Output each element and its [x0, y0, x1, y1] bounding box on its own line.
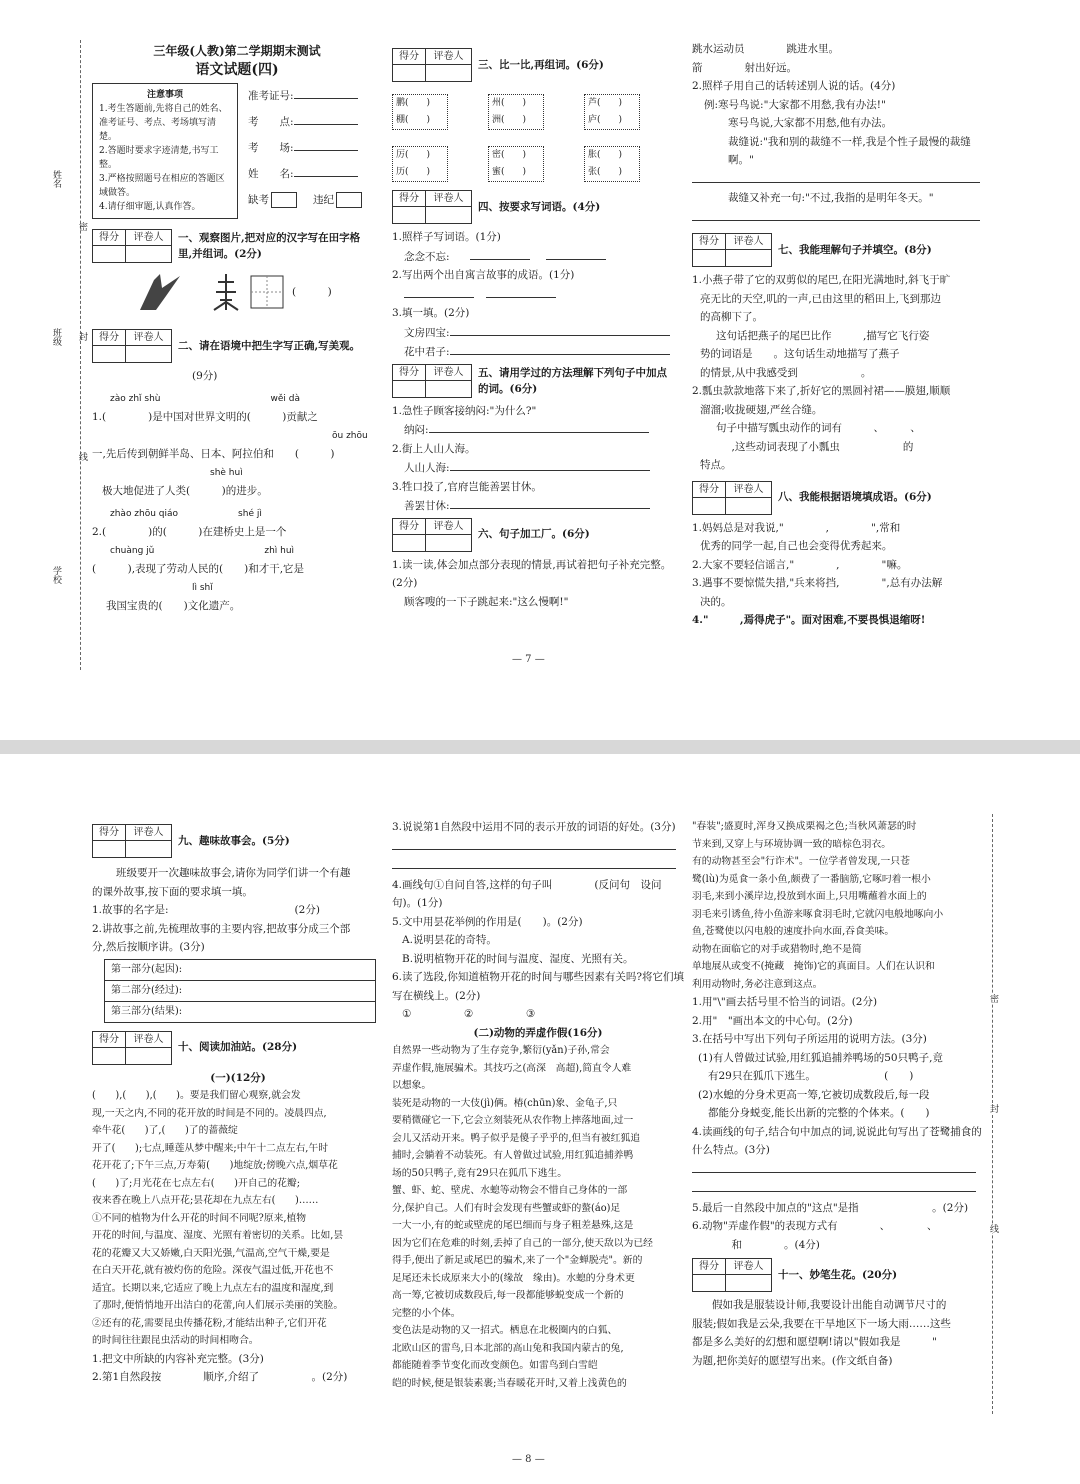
passage-2-continued [692, 818, 984, 993]
passage-line: 适宜。长期以来,它适应了晚上九点左右的温度和湿度,到 [92, 1282, 334, 1294]
q2-line: 我国宝贵的( )文化遗产。 [106, 600, 241, 612]
passage-line: 一大一小,有的蛇或壁虎的尾巴细而与身子粗差悬殊,这是 [392, 1220, 634, 1231]
s8-line: 3.遇事不要惊慌失措,"兵来将挡, ",总有办法解 [692, 577, 943, 589]
s10-question: 6.动物"弄虚作假"的表现方式有 、 、 [692, 1220, 938, 1232]
c3-line: 2.照样子用自己的话转述别人说的话。(4分) [692, 80, 896, 92]
q4-line: 文房四宝: [404, 326, 450, 339]
s9-line: 分,然后按顺序讲。(3分) [92, 941, 205, 953]
s10-question: 3.在括号中写出下列句子所运用的说明方法。(3分) [692, 1033, 927, 1045]
score-box: 得分 评卷人 [392, 364, 472, 398]
section-11-title: 十一、妙笔生花。(20分) [778, 1268, 898, 1281]
kc-field[interactable] [294, 138, 358, 151]
c3-line: 例:寒号鸟说:"大家都不用愁,我有办法!" [704, 98, 886, 111]
kd-label: 考 点: [248, 116, 294, 128]
passage-line: 开花的时间,与温度、湿度、光照有着密切的关系。比如,昙 [92, 1230, 344, 1241]
q4-line: 花中君子: [404, 346, 450, 358]
answer-blank[interactable] [450, 458, 650, 471]
s8-line: 4." ,焉得虎子"。面对困难,不要畏惧退缩呀! [692, 614, 926, 626]
score-box: 得分 评卷人 [92, 229, 172, 263]
pinyin: zhì huì [264, 545, 295, 556]
page7-column-2 [392, 44, 682, 611]
wj-box[interactable] [336, 192, 362, 208]
story-part-row[interactable]: 第一部分(起因): [105, 960, 375, 981]
compare-box[interactable]: 芦( ) 庐( ) [584, 94, 640, 130]
passage-line: 节来到,又穿上与环境协调一致的暗棕色羽衣。 [692, 838, 892, 850]
s11-line: 为题,把你美好的愿望写出来。(作文纸自备) [692, 1354, 893, 1367]
score-box: 得分 评卷人 [92, 824, 172, 858]
answer-blank[interactable] [450, 342, 670, 355]
c3-line: 裁缝又补充一句:"不过,我指的是明年冬天。" [728, 192, 934, 204]
margin-xian-label: 线 [988, 1224, 998, 1233]
q4-line: 1.照样子写词语。(1分) [392, 231, 501, 243]
s10-question: 3.说说第1自然段中运用不同的表示开放的词语的好处。(3分) [392, 821, 676, 833]
margin-school-label: 学校 [51, 566, 61, 584]
s9-line: 的课外故事,按下面的要求填一填。 [92, 885, 253, 898]
passage-line: 以想象。 [392, 1080, 432, 1091]
passage-line: 鹭(lù)为觅食一条小鱼,颇费了一番脑筋,它啄叼着一根小 [692, 873, 931, 885]
q2-line: 极大地促进了人类( )的进步。 [102, 485, 268, 497]
zkz-label: 准考证号: [248, 90, 294, 102]
picture-row [136, 267, 382, 317]
score-box: 得分 评卷人 [392, 518, 472, 552]
s9-line: 1.故事的名字是: (2分) [92, 904, 320, 916]
passage-line: 分,保护自己。人们有时会发现有些蟹或虾的螯(áo)足 [392, 1202, 621, 1214]
passage-line: 现,一天之内,不同的花开放的时间是不同的。凌晨四点, [92, 1107, 327, 1119]
answer-blank[interactable] [546, 247, 606, 260]
s7-line: 亮无比的天空,叽的一声,已由这里的稻田上,飞到那边 [700, 292, 942, 305]
kd-field[interactable] [294, 112, 358, 125]
word-paren: ( ) [292, 285, 332, 298]
passage-line: 得手,便出了新足或尾巴的骗术,来了一个"金蝉脱壳"。新的 [392, 1255, 643, 1266]
margin-mi-label: 密 [77, 222, 87, 231]
s10-option: A.说明昙花的奇特。 [402, 934, 497, 946]
margin-name-label: 姓名 [51, 170, 61, 188]
qk-box[interactable] [271, 192, 297, 208]
s10-question: 有29只在狐爪下逃生。 ( ) [708, 1070, 914, 1082]
s10-question: 都能分身蜕变,能长出新的完整的个体来。( ) [708, 1107, 930, 1119]
s10-question: 1.用"\"画去括号里不恰当的词语。(2分) [692, 996, 878, 1008]
passage-line: ( ),( ),( )。要是我们留心观察,就会发 [92, 1090, 301, 1101]
answer-blank[interactable] [470, 247, 530, 260]
binding-line [80, 40, 81, 670]
s7-line: 势的词语是 。这句话生动地描写了燕子 [700, 348, 900, 360]
s11-line: 都是多么美好的幻想和愿望啊!请以"假如我是 " [692, 1336, 937, 1348]
c3-line: 寒号鸟说,大家都不用愁,他有办法。 [728, 117, 893, 129]
notes-title: 注意事项 [146, 90, 183, 100]
binding-line [992, 814, 993, 1414]
note-item: 4.请仔细审题,认真作答。 [99, 202, 201, 212]
margin-xian-label: 线 [77, 452, 87, 461]
q5-line: 人山人海: [404, 462, 450, 474]
s7-line: 句子中描写瓢虫动作的词有 、 、 [716, 422, 921, 434]
answer-blank[interactable] [692, 170, 980, 183]
answer-blank[interactable] [392, 856, 676, 869]
section-6-title: 六、句子加工厂。(6分) [478, 528, 590, 541]
s11-line: 服装;假如我是云朵,我要在干旱地区下一场大雨……这些 [692, 1317, 951, 1330]
passage-line: 变色法是动物的又一招式。栖息在北极圈内的白狐、 [392, 1325, 618, 1336]
passage-line: 花开花了;下午三点,万寿菊( )地绽放;傍晚六点,烟草花 [92, 1160, 338, 1171]
q5-line: 善罢甘休: [404, 500, 450, 512]
answer-blank[interactable] [486, 285, 556, 298]
tianzige-grid-icon[interactable] [250, 275, 284, 309]
passage-line: 足尾还未长成原来大小的(缘故 缘由)。水螅的分身术更 [392, 1272, 635, 1284]
passage-1 [92, 1087, 384, 1350]
passage-line: 装死是动物的一大伎(jì)俩。椿(chūn)象、金龟子,只 [392, 1097, 618, 1109]
subsection-2-title: (二)动物的弄虚作假(16分) [473, 1026, 603, 1039]
c3-line: 箭 射出好远。 [692, 61, 797, 74]
pinyin: zhào zhōu qiáo [110, 508, 179, 519]
passage-line: 单地展从或变不(掩藏 掩饰)它的真面目。人们在认识和 [692, 961, 935, 972]
c3-line: 跳水运动员 跳进水里。 [692, 43, 839, 55]
page-number: — 7 — [512, 654, 545, 665]
page-separator [0, 740, 1080, 754]
section-1-title: 一、观察图片,把对应的汉字写在田字格里,并组词。(2分) [178, 232, 361, 260]
pinyin: wěi dà [270, 393, 300, 404]
s7-line: 特点。 [700, 459, 732, 471]
passage-line: 完整的小个体。 [392, 1307, 461, 1319]
xm-field[interactable] [294, 164, 358, 177]
q5-line: 3.牲口投了,官府岂能善罢甘休。 [392, 480, 542, 493]
passage-line: 北欧山区的雷鸟,日本北部的高山兔和我国内蒙古的兔, [392, 1342, 624, 1354]
pinyin: ōu zhōu [332, 430, 368, 441]
xm-label: 姓 名: [248, 168, 294, 180]
score-box: 得分 评卷人 [92, 329, 172, 363]
score-box: 得分 评卷人 [692, 1258, 772, 1292]
q4-line: 念念不忘: [404, 250, 450, 263]
section-2-title: 二、请在语境中把生字写正确,写美观。 [178, 339, 361, 352]
exam-page-8 [0, 754, 1080, 1484]
answer-blank[interactable] [429, 420, 649, 433]
compare-box[interactable]: 密( ) 蜜( ) [488, 146, 544, 182]
s10-option: B.说明植物开花的时间与温度、湿度、光照有关。 [402, 952, 634, 965]
q5-line: 纳闷: [404, 424, 429, 436]
margin-feng-label: 封 [988, 1104, 998, 1113]
passage-line: ( )了;月光花在七点左右( )开自己的花瓣; [92, 1177, 301, 1189]
ancient-character-icon [206, 270, 246, 314]
passage-line: 会儿又活动开来。鸭子似乎是傻子乎乎的,但当有被红狐追 [392, 1132, 641, 1144]
score-box: 得分 评卷人 [692, 233, 772, 267]
note-item: 1.考生答题前,先将自己的姓名、准考证号、考点、考场填写清楚。 [99, 104, 228, 142]
kc-label: 考 场: [248, 142, 294, 154]
q4-line: 3.填一填。(2分) [392, 307, 470, 319]
answer-blank[interactable] [450, 323, 670, 336]
exam-subtitle: 语文试题(四) [195, 61, 279, 78]
passage-line: 因为它们在危难的时刻,丢掉了自己的一部分,使天敌以为已经 [392, 1237, 653, 1249]
s10-question: 1.把文中所缺的内容补充完整。(3分) [92, 1352, 264, 1365]
answer-blank[interactable] [450, 496, 650, 509]
s7-line: 1.小燕子带了它的双剪似的尾巴,在阳光满地时,斜飞于旷 [692, 274, 951, 286]
note-item: 2.答题时要求字迹清楚,书写工整。 [99, 146, 219, 170]
passage-line: 要稍微碰它一下,它会立刻装死从农作物上摔落地面,过一 [392, 1115, 634, 1126]
passage-line: 了那时,便悄悄地开出洁白的花蕾,向人们展示美丽的笑脸。 [92, 1300, 344, 1311]
passage-line: 在白天开花,就有被灼伤的危险。深夜气温过低,开花也不 [92, 1265, 334, 1276]
s8-line: 2.大家不要轻信谣言," , "嘛。 [692, 558, 908, 571]
pinyin: shè huì [210, 467, 243, 478]
answer-blank[interactable] [692, 1179, 976, 1192]
passage-line: 自然界一些动物为了生存竞争,繁衍(yǎn)子孙,常会 [392, 1045, 610, 1056]
s8-line: 决的。 [700, 595, 732, 608]
story-part-row[interactable]: 第二部分(经过): [105, 981, 375, 1002]
s11-line: 假如我是服装设计师,我要设计出能自动调节尺寸的 [712, 1299, 947, 1311]
passage-line: 鱼,苍鹭使以闪电般的速度扑向水面,吞食美味。 [692, 926, 895, 937]
page7-column-1 [92, 42, 382, 616]
section-4-title: 四、按要求写词语。(4分) [478, 200, 601, 213]
q2-line: 1.( )是中国对世界文明的( )贡献之 [92, 411, 318, 423]
answer-blank[interactable] [692, 1160, 976, 1173]
section-2-score: (9分) [192, 370, 218, 382]
s7-line: 溜溜;收拢硬翅,严丝合缝。 [700, 403, 823, 416]
pinyin: lì shǐ [192, 582, 213, 593]
passage-line: 羽毛来引诱鱼,待小鱼游来啄食羽毛时,它就闪电般地啄向小 [692, 908, 944, 920]
notes-box [92, 83, 238, 219]
s10-question: 5.最后一自然段中加点的"这点"是指 。(2分) [692, 1201, 969, 1214]
answer-blank[interactable] [392, 837, 676, 850]
section-10-title: 十、阅读加油站。(28分) [178, 1041, 298, 1054]
s10-question: (1)有人曾做过试验,用红狐追捕养鸭场的50只鸭子,竟 [698, 1051, 943, 1064]
s7-line: 的情景,从中我感受到 。 [700, 366, 872, 379]
s7-line: 2.瓢虫款款地落下来了,折好它的黑圆衬裙——膜翅,顺顺 [692, 385, 951, 397]
exam-title: 三年级(人教)第二学期期末测试 [153, 44, 321, 58]
s10-question: (2)水螅的分身术更高一筹,它被切成数段后,每一段 [698, 1088, 930, 1101]
s10-question: 和 。(4分) [700, 1238, 820, 1251]
passage-line: 弄虚作假,施展骗术。其技巧之(高深 高超),简直令人难 [392, 1062, 632, 1074]
passage-line: 夜来香在晚上八点开花;昙花却在九点左右( )…… [92, 1195, 319, 1206]
page7-column-3 [692, 40, 982, 630]
section-5-title: 五、请用学过的方法理解下列句子中加点的词。(6分) [478, 366, 667, 395]
s8-line: 优秀的同学一起,自己也会变得优秀起来。 [700, 540, 893, 552]
passage-line: 动物在面临它的对手或猎物时,绝不是简 [692, 943, 862, 955]
q2-line: 2.( )的( )在建桥史上是一个 [92, 526, 287, 538]
compare-box[interactable]: 鹏( ) 棚( ) [392, 94, 448, 130]
answer-blank[interactable] [404, 285, 474, 298]
q5-line: 1.急性子顾客接纳闷:"为什么?" [392, 404, 537, 417]
passage-line: 场的50只鸭子,竟有29只在狐爪下逃生。 [392, 1167, 567, 1179]
passage-line: 蟹、虾、蛇、壁虎、水螅等动物会不惜自己身体的一部 [392, 1185, 628, 1196]
passage-line: 的时间往往跟昆虫活动的时间相吻合。 [92, 1335, 259, 1346]
passage-line: ②还有的花,需要昆虫传播花粉,才能结出种子,它们开花 [92, 1317, 327, 1329]
wj-label: 违纪 [313, 194, 334, 206]
zkz-field[interactable] [294, 86, 358, 99]
s10-question: 2.用" "画出本文的中心句。(2分) [692, 1014, 853, 1027]
s9-line: 班级要开一次趣味故事会,请你为同学们讲一个有趣 [116, 867, 351, 879]
s7-line: 的高柳下了。 [700, 311, 763, 323]
section-3-title: 三、比一比,再组词。(6分) [478, 58, 604, 71]
passage-line: 都能随着季节变化而改变颜色。如雷鸟到白雪皑 [392, 1360, 598, 1371]
passage-line: ①不同的植物为什么开花的时间不同呢?原来,植物 [92, 1212, 307, 1224]
page8-column-1 [92, 820, 384, 1387]
margin-class-label: 班级 [51, 328, 61, 346]
s8-line: 1.妈妈总是对我说," , ",常和 [692, 521, 901, 534]
q4-line: 2.写出两个出自寓言故事的成语。(1分) [392, 269, 575, 281]
compare-box[interactable]: 州( ) 洲( ) [488, 94, 544, 130]
passage-line: 高一筹,它被切成数段后,每一段都能够蜕变成一个新的 [392, 1290, 624, 1301]
section-8-title: 八、我能根据语境填成语。(6分) [778, 491, 932, 504]
swallow-icon [136, 270, 186, 314]
pinyin: shé jì [238, 508, 262, 519]
score-box: 得分 评卷人 [92, 1031, 172, 1065]
s7-line: ,这些动词表现了小瓢虫 的 [700, 440, 914, 453]
q6-line: 顾客嗖的一下子跳起来:"这么慢啊!" [404, 595, 569, 608]
s10-question: 4.画线句①自问自答,这样的句子叫 (反问句 设问句)。(1分) [392, 878, 662, 909]
margin-feng-label: 封 [77, 332, 87, 341]
s10-question: 6.读了选段,你知道植物开花的时间与哪些因素有关吗?将它们填写在横线上。(2分) [392, 971, 684, 1002]
passage-2 [392, 1042, 684, 1392]
story-part-row[interactable]: 第三部分(结果): [111, 1005, 183, 1017]
page8-column-3 [692, 818, 984, 1370]
passage-line: 有的动物甚至会"行诈术"。一位学者曾发现,一只苍 [692, 856, 910, 867]
passage-line: "春装";盛夏时,浑身又换成栗褐之色;当秋风萧瑟的时 [692, 821, 917, 832]
passage-line: 皑的时候,便是银装素裹;当春暖花开时,又着上浅黄色的 [392, 1377, 627, 1389]
note-item: 3.严格按照题号在相应的答题区域做答。 [99, 174, 225, 198]
score-box: 得分 评卷人 [392, 48, 472, 82]
score-box: 得分 评卷人 [392, 190, 472, 224]
qk-label: 缺考 [248, 194, 269, 206]
s7-line: 这句话把燕子的尾巴比作 ,描写它飞行姿 [716, 329, 930, 342]
compare-box[interactable]: 胀( ) 张( ) [584, 146, 640, 182]
passage-line: 捕时,会躺着不动装死。有人曾做过试验,用红狐追捕养鸭 [392, 1150, 634, 1161]
q2-line: ( ),表现了劳动人民的( )和才干,它是 [92, 563, 305, 575]
s10-question: 5.文中用昙花举例的作用是( )。(2分) [392, 915, 583, 928]
c3-line: 裁缝说:"我和别的裁缝不一样,我是个性子最慢的裁缝啊。" [728, 135, 971, 166]
section-7-title: 七、我能理解句子并填空。(8分) [778, 243, 932, 256]
compare-box[interactable]: 厉( ) 历( ) [392, 146, 448, 182]
answer-blank[interactable] [692, 208, 980, 221]
q6-line: 1.读一读,体会加点部分表现的情景,再试着把句子补充完整。(2分) [392, 558, 672, 589]
section-9-title: 九、趣味故事会。(5分) [178, 834, 290, 847]
passage-line: 牵牛花( )了,( )了的蔷薇绽 [92, 1125, 238, 1136]
s10-question: 2.第1自然段按 顺序,介绍了 。(2分) [92, 1371, 348, 1383]
passage-line: 羽毛,来到小溪岸边,投放到水面上,只用嘴蘸着水面上的 [692, 891, 927, 902]
exam-page-7 [0, 0, 1080, 740]
subsection-1-title: (一)(12分) [210, 1071, 266, 1084]
passage-line: 花的花瓣又大又娇嫩,白天阳光强,气温高,空气干燥,要是 [92, 1247, 330, 1259]
page8-column-2 [392, 818, 684, 1392]
s10-question: 4.读画线的句子,结合句中加点的词,说说此句写出了苍鹭捕食的什么特点。(3分) [692, 1125, 982, 1156]
q5-line: 2.街上人山人海。 [392, 442, 476, 455]
s9-line: 2.讲故事之前,先梳理故事的主要内容,把故事分成三个部 [92, 922, 351, 935]
page-number: — 8 — [512, 1454, 545, 1465]
pinyin: chuàng jǔ [110, 545, 155, 556]
pinyin: zào zhǐ shù [110, 393, 161, 404]
s10-option: ① ② ③ [402, 1008, 578, 1020]
story-parts-box [104, 959, 376, 1023]
passage-line: 开了( );七点,睡莲从梦中醒来;中午十二点左右,午时 [92, 1142, 329, 1154]
passage-line: 利用动物时,务必注意到这点。 [692, 978, 823, 990]
score-box: 得分 评卷人 [692, 481, 772, 515]
q2-line: 一,先后传到朝鲜半岛、日本、阿拉伯和 ( ) [92, 448, 335, 460]
margin-mi-label: 密 [988, 994, 998, 1003]
